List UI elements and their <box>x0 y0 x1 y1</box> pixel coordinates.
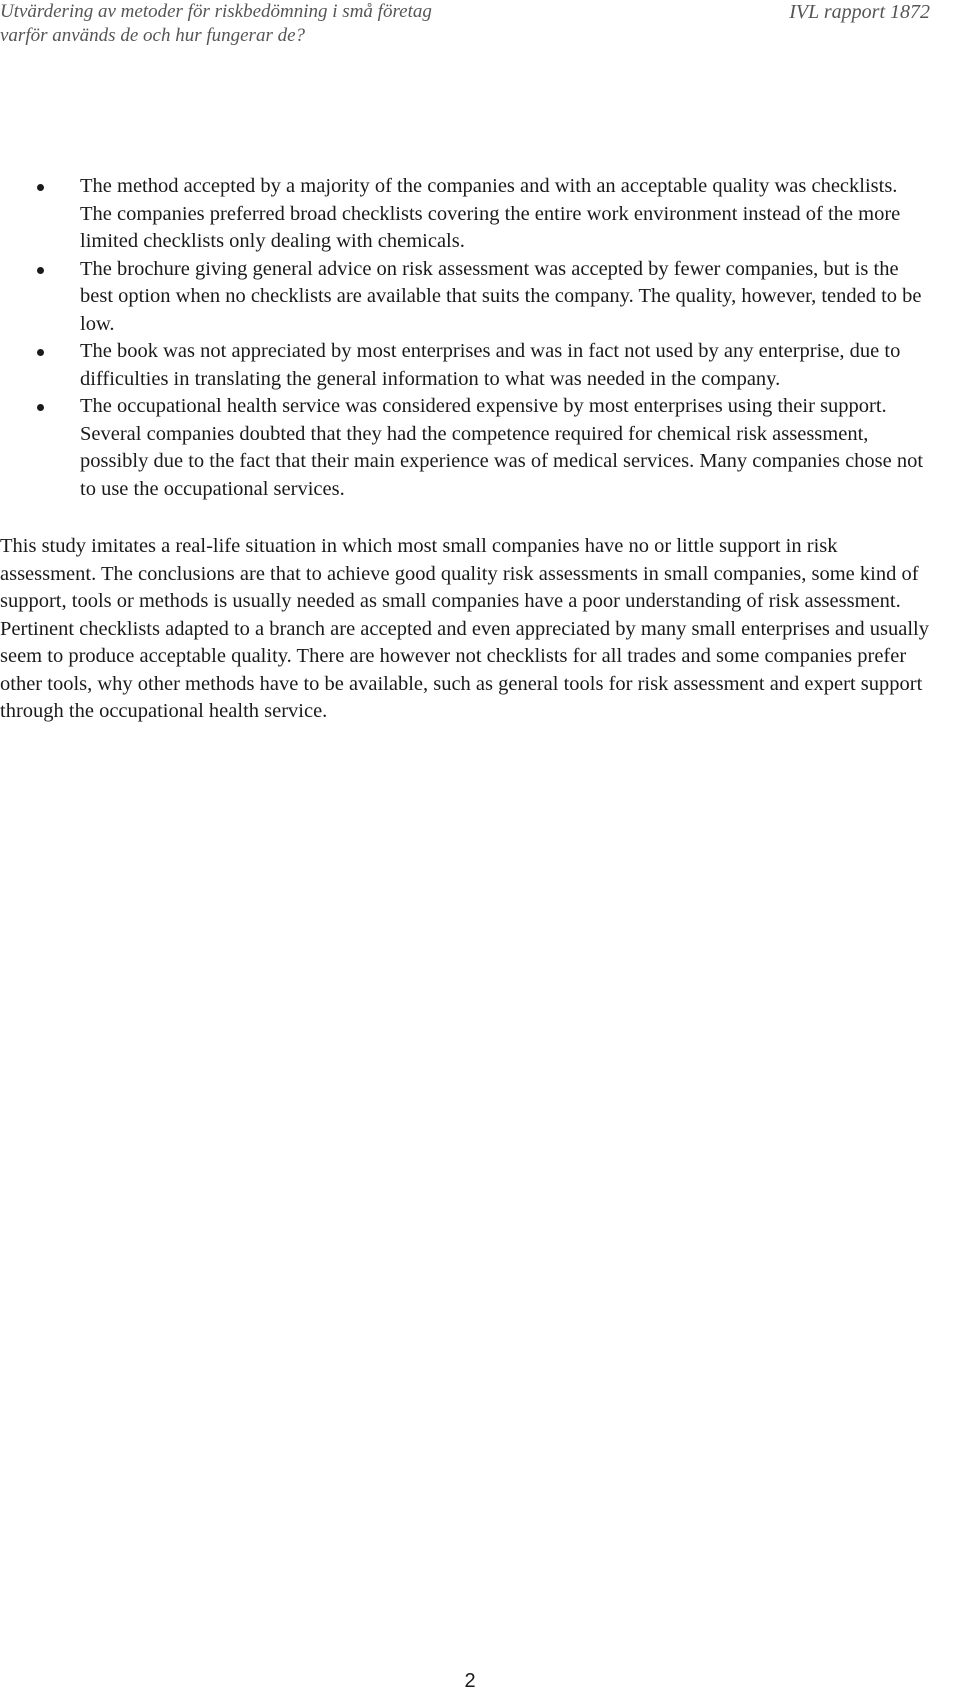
page-header <box>0 0 960 50</box>
bullet-icon <box>37 349 44 356</box>
list-item <box>80 256 930 339</box>
list-item-text: The occupational health service was considered expensive by most enterprises using their support. Several companies doubted that they had the competence required for chemical risk assessment, possibly due to the fact that their main experience was of medical services. Many companies chose not to use the occupational services. <box>80 395 924 500</box>
report-title <box>0 0 432 48</box>
list-item-text: The method accepted by a majority of the companies and with an acceptable quality was checklists. The companies preferred broad checklists covering the entire work environment instead of the more limited checklists only dealing with chemicals. <box>80 175 901 252</box>
findings-list <box>0 173 930 503</box>
list-item <box>80 393 930 503</box>
report-number: IVL rapport 1872 <box>789 1 930 23</box>
conclusion-paragraph: This study imitates a real-life situation in which most small companies have no or little support in risk assessment. The conclusions are that to achieve good quality risk assessments in small companies, some kind of support, tools or methods is usually needed as small companies have a poor understanding of risk assessment. Pertinent checklists adapted to a branch are accepted and even appreciated by many small enterprises and usually seem to produce acceptable quality. There are however not checklists for all trades and some companies prefer other tools, why other methods have to be available, such as general tools for risk assessment and expert support through the occupational health service. <box>0 535 929 722</box>
bullet-icon <box>37 404 44 411</box>
document-body <box>0 173 930 726</box>
report-title-line-2: varför används de och hur fungerar de? <box>0 25 306 46</box>
bullet-icon <box>37 267 44 274</box>
page-number: 2 <box>464 1670 476 1692</box>
list-item-text: The book was not appreciated by most enterprises and was in fact not used by any enterprise, due to difficulties in translating the general information to what was needed in the company. <box>80 340 901 390</box>
list-item <box>80 173 930 256</box>
list-item <box>80 338 930 393</box>
bullet-icon <box>37 184 44 191</box>
report-title-line-1: Utvärdering av metoder för riskbedömning i små företag <box>0 1 432 22</box>
list-item-text: The brochure giving general advice on risk assessment was accepted by fewer companies, but is the best option when no checklists are available that suits the company. The quality, however, tended to be low. <box>80 257 922 335</box>
